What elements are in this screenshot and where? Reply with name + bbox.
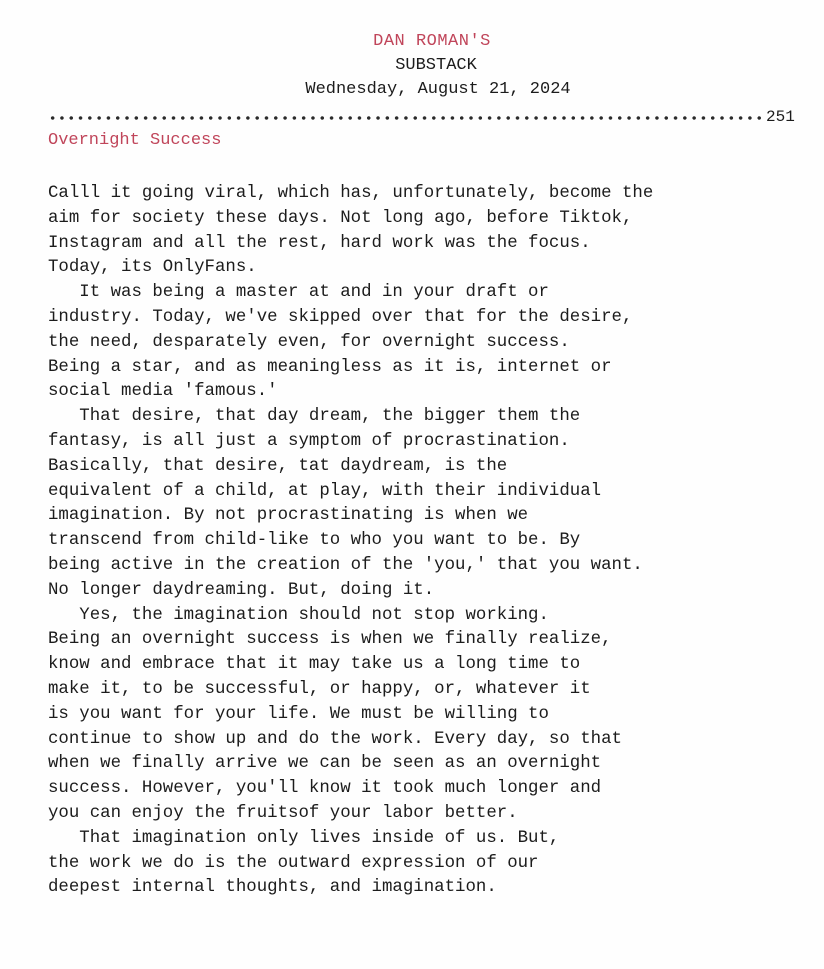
body-line: success. However, you'll know it took much longer and <box>48 779 602 799</box>
body-line: It was being a master at and in your draft or <box>48 283 549 303</box>
body-line: is you want for your life. We must be willing to <box>48 704 549 724</box>
article-title: Overnight Success <box>48 131 222 150</box>
body-line: know and embrace that it may take us a long time to <box>48 655 581 675</box>
body-line: the work we do is the outward expression of our <box>48 853 539 873</box>
body-line: aim for society these days. Not long ago, before Tiktok, <box>48 208 633 228</box>
body-line: No longer daydreaming. But, doing it. <box>48 580 435 600</box>
page-number: 251 <box>766 108 795 126</box>
publication-name: SUBSTACK <box>395 56 477 75</box>
page-header <box>0 30 824 102</box>
body-line: industry. Today, we've skipped over that for the desire, <box>48 307 633 327</box>
body-line: Instagram and all the rest, hard work was the focus. <box>48 233 591 253</box>
body-line: Calll it going viral, which has, unfortunately, become the <box>48 184 654 203</box>
body-line: being active in the creation of the 'you,' that you want. <box>48 555 643 575</box>
body-line: That desire, that day dream, the bigger them the <box>48 407 581 427</box>
body-line: Yes, the imagination should not stop working. <box>48 605 549 625</box>
body-line: continue to show up and do the work. Every day, so that <box>48 729 622 749</box>
body-line: you can enjoy the fruitsof your labor better. <box>48 803 518 823</box>
body-line: equivalent of a child, at play, with their individual <box>48 481 602 501</box>
post-date: Wednesday, August 21, 2024 <box>305 80 571 99</box>
body-line: That imagination only lives inside of us. But, <box>48 828 560 848</box>
author-name: DAN ROMAN'S <box>373 32 491 51</box>
body-line: deepest internal thoughts, and imagination. <box>48 878 497 898</box>
body-line: social media 'famous.' <box>48 382 278 402</box>
body-line: Being an overnight success is when we finally realize, <box>48 630 612 650</box>
body-line: when we finally arrive we can be seen as an overnight <box>48 754 602 774</box>
body-line: transcend from child-like to who you want to be. By <box>48 531 581 551</box>
dotted-divider <box>48 114 766 122</box>
article-body <box>48 182 788 901</box>
body-line: imagination. By not procrastinating is when we <box>48 506 529 526</box>
body-line: fantasy, is all just a symptom of procrastination. <box>48 431 570 451</box>
body-line: Today, its OnlyFans. <box>48 258 257 278</box>
body-line: Being a star, and as meaningless as it is, internet or <box>48 357 612 377</box>
body-line: make it, to be successful, or happy, or, whatever it <box>48 679 591 699</box>
body-line: Basically, that desire, tat daydream, is the <box>48 456 508 476</box>
body-line: the need, desparately even, for overnight success. <box>48 332 570 352</box>
